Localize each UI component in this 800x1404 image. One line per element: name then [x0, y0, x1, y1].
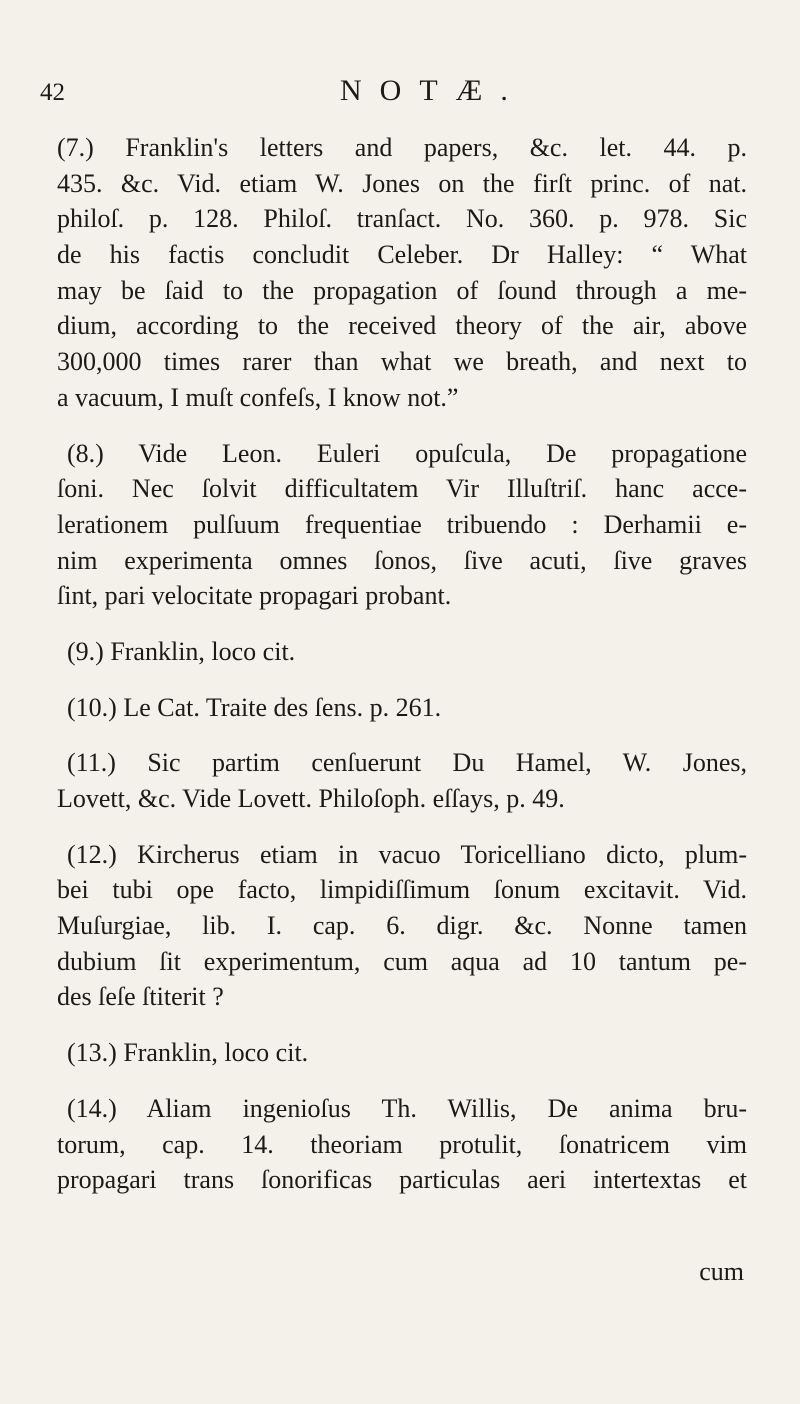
text-line: dubium ſit experimentum, cum aqua ad 10 tantum pe- [57, 946, 747, 976]
notes-body [57, 130, 747, 1218]
text-line: bei tubi ope facto, limpidiſſimum ſonum excitavit. Vid. [57, 875, 747, 905]
text-line: Lovett, &c. Vide Lovett. Philoſoph. eſſays, p. 49. [57, 784, 565, 813]
catchword: cum [699, 1257, 744, 1286]
text-line: a vacuum, I muſt confeſs, I know not.” [57, 382, 459, 412]
text-line: (9.) Franklin, loco cit. [67, 636, 296, 666]
text-line: ſint, pari velocitate propagari probant. [57, 581, 452, 611]
note-10 [57, 690, 747, 726]
note-12 [57, 837, 747, 1015]
text-line: (14.) Aliam ingenioſus Th. Willis, De anima bru- [67, 1093, 747, 1123]
running-head: NOTÆ. [340, 74, 526, 107]
text-line: des ſeſe ſtiterit ? [57, 982, 224, 1012]
text-line: (8.) Vide Leon. Euleri opuſcula, De propagatione [67, 438, 747, 468]
text-line: lerationem pulſuum frequentiae tribuendo : Derhamii e- [57, 509, 747, 539]
note-14 [57, 1091, 747, 1198]
note-7 [57, 130, 747, 416]
text-line: (13.) Franklin, loco cit. [67, 1038, 309, 1068]
text-line: 300,000 times rarer than what we breath, and next to [57, 347, 747, 377]
text-line: 435. &c. Vid. etiam W. Jones on the firſt princ. of nat. [57, 168, 747, 198]
text-line: (10.) Le Cat. Traite des ſens. p. 261. [67, 692, 442, 722]
text-line: (12.) Kircherus etiam in vacuo Toricelliano dicto, plum- [67, 839, 747, 869]
text-line: dium, according to the received theory of the air, above [57, 311, 747, 341]
note-8 [57, 436, 747, 614]
note-9 [57, 634, 747, 670]
text-line: nim experimenta omnes ſonos, ſive acuti, ſive graves [57, 545, 747, 575]
text-line: torum, cap. 14. theoriam protulit, ſonatricem vim [57, 1129, 747, 1159]
text-line: propagari trans ſonorificas particulas aeri intertextas et [57, 1165, 747, 1195]
text-line: (11.) Sic partim cenſuerunt Du Hamel, W. Jones, [67, 748, 747, 778]
note-13 [57, 1035, 747, 1071]
text-line: may be ſaid to the propagation of ſound through a me- [57, 275, 747, 305]
page-number: 42 [40, 79, 65, 106]
text-line: de his factis concludit Celeber. Dr Halley: “ What [57, 240, 747, 270]
text-line: philoſ. p. 128. Philoſ. tranſact. No. 360. p. 978. Sic [57, 204, 747, 234]
note-11 [57, 745, 747, 816]
text-line: Muſurgiae, lib. I. cap. 6. digr. &c. Nonne tamen [57, 911, 747, 941]
text-line: ſoni. Nec ſolvit difficultatem Vir Illuſtriſ. hanc acce- [57, 474, 747, 504]
text-line: (7.) Franklin's letters and papers, &c. let. 44. p. [57, 133, 747, 162]
